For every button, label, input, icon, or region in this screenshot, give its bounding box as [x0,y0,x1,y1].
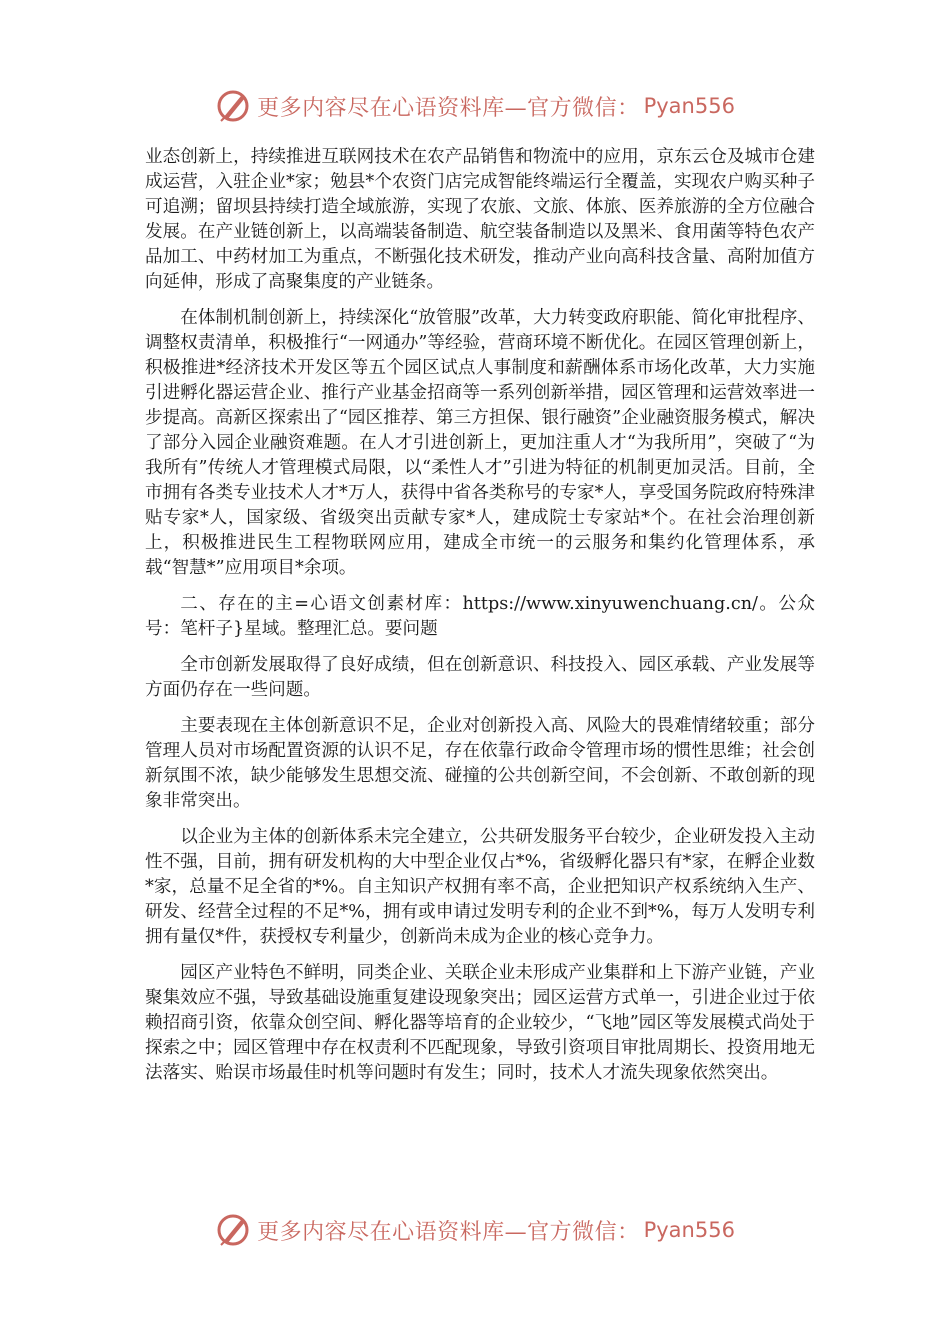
header-watermark-banner [0,86,950,126]
document-body [145,145,815,1097]
banner-handle: Pyan556 [643,94,735,118]
paragraph: 在体制机制创新上，持续深化“放管服”改革，大力转变政府职能、简化审批程序、调整权责清单，积极推行“一网通办”等经验，营商环境不断优化。在园区管理创新上，积极推进*经济技术开发区等五个园区试点人事制度和薪酬体系市场化改革，大力实施引进孵化器运营企业、推行产业基金招商等一系列创新举措，园区管理和运营效率进一步提高。高新区探索出了“园区推荐、第三方担保、银行融资”企业融资服务模式，解决了部分入园企业融资难题。在人才引进创新上，更加注重人才“为我所用”，突破了“为我所有”传统人才管理模式局限，以“柔性人才”引进为特征的机制更加灵活。目前，全市拥有各类专业技术人才*万人，获得中省各类称号的专家*人，享受国务院政府特殊津贴专家*人，国家级、省级突出贡献专家*人，建成院士专家站*个。在社会治理创新上，积极推进民生工程物联网应用，建成全市统一的云服务和集约化管理体系，承载“智慧*”应用项目*余项。 [145,308,815,578]
paragraph: 以企业为主体的创新体系未完全建立，公共研发服务平台较少，企业研发投入主动性不强，目前，拥有研发机构的大中型企业仅占*%，省级孵化器只有*家，在孵企业数*家，总量不足全省的*%。自主知识产权拥有率不高，企业把知识产权系统纳入生产、研发、经营全过程的不足*%，拥有或申请过发明专利的企业不到*%，每万人发明专利拥有量仅*件，获授权专利量少，创新尚未成为企业的核心竞争力。 [145,827,815,947]
paragraph: 主要表现在主体创新意识不足，企业对创新投入高、风险大的畏难情绪较重；部分管理人员对市场配置资源的认识不足，存在依靠行政命令管理市场的惯性思维；社会创新氛围不浓，缺少能够发生思想交流、碰撞的公共创新空间，不会创新、不敢创新的现象非常突出。 [145,716,815,811]
banner-text: 更多内容尽在心语资料库—官方微信： [257,95,640,121]
paragraph: 业态创新上，持续推进互联网技术在农产品销售和物流中的应用，京东云仓及城市仓建成运营，入驻企业*家；勉县*个农资门店完成智能终端运行全覆盖，实现农户购买种子可追溯；留坝县持续打造全域旅游，实现了农旅、文旅、体旅、医养旅游的全方位融合发展。在产业链创新上，以高端装备制造、航空装备制造以及黑米、食用菌等特色农产品加工、中药材加工为重点，不断强化技术研发，推动产业向高科技含量、高附加值方向延伸，形成了高聚集度的产业链条。 [145,147,815,292]
section-heading: 二、存在的主=心语文创素材库：https://www.xinyuwenchuang.cn/。公众号：笔杆子}星域。整理汇总。要问题 [145,594,815,639]
footer-watermark-banner [0,1210,950,1250]
paragraph: 全市创新发展取得了良好成绩，但在创新意识、科技投入、园区承载、产业发展等方面仍存在一些问题。 [145,655,815,700]
banner-handle: Pyan556 [643,1218,735,1242]
banner-text: 更多内容尽在心语资料库—官方微信： [257,1219,640,1245]
paragraph: 园区产业特色不鲜明，同类企业、关联企业未形成产业集群和上下游产业链，产业聚集效应不强，导致基础设施重复建设现象突出；园区运营方式单一，引进企业过于依赖招商引资，依靠众创空间、孵化器等培育的企业较少，“飞地”园区等发展模式尚处于探索之中；园区管理中存在权责利不匹配现象，导致引资项目审批周期长、投资用地无法落实、贻误市场最佳时机等问题时有发生；同时，技术人才流失现象依然突出。 [145,963,815,1083]
quill-logo-icon [215,88,251,124]
quill-logo-icon [215,1212,251,1248]
